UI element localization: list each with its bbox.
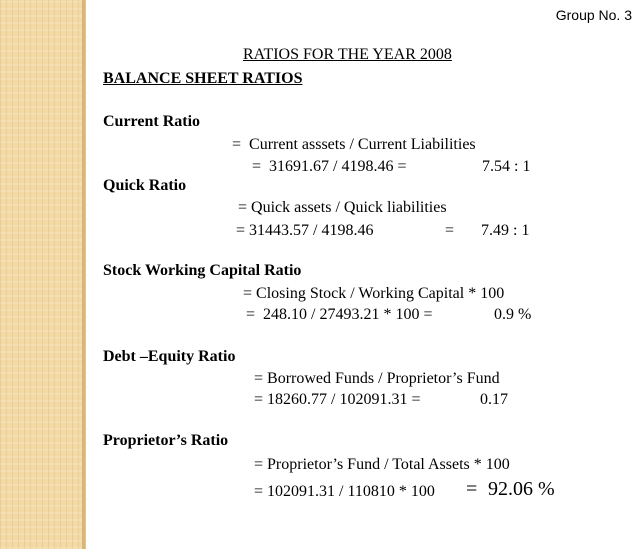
ratio-formula-stock-working-capital: = Closing Stock / Working Capital * 100 <box>243 285 505 302</box>
ratio-result-current: 7.54 : 1 <box>482 158 531 175</box>
ratio-formula-current: = Current asssets / Current Liabilities <box>232 136 476 153</box>
decorative-left-strip <box>0 0 82 549</box>
ratio-formula-quick: = Quick assets / Quick liabilities <box>238 199 447 216</box>
ratio-equals-quick: = <box>445 222 455 239</box>
ratio-result-quick: 7.49 : 1 <box>481 222 530 239</box>
ratio-name-current: Current Ratio <box>103 113 201 130</box>
group-label: Group No. 3 <box>555 7 632 23</box>
ratio-calculation-stock-working-capital: = 248.10 / 27493.21 * 100 = <box>246 306 433 323</box>
section-heading: BALANCE SHEET RATIOS <box>103 70 303 87</box>
ratio-formula-debt-equity: = Borrowed Funds / Proprietor’s Fund <box>254 370 500 387</box>
ratio-result-stock-working-capital: 0.9 % <box>494 306 532 323</box>
ratio-name-quick: Quick Ratio <box>103 177 187 194</box>
ratio-calculation-proprietors: = 102091.31 / 110810 * 100 <box>254 483 435 500</box>
ratio-equals-proprietors: = <box>466 478 478 500</box>
page-title: RATIOS FOR THE YEAR 2008 <box>243 46 452 63</box>
ratio-calculation-quick: = 31443.57 / 4198.46 <box>236 222 374 239</box>
ratio-name-debt-equity: Debt –Equity Ratio <box>103 348 236 365</box>
ratio-calculation-current: = 31691.67 / 4198.46 = <box>252 158 407 175</box>
ratio-name-stock-working-capital: Stock Working Capital Ratio <box>103 262 302 279</box>
ratio-result-proprietors: 92.06 % <box>488 478 555 500</box>
ratio-calculation-debt-equity: = 18260.77 / 102091.31 = <box>254 391 421 408</box>
ratio-result-debt-equity: 0.17 <box>480 391 508 408</box>
ratio-name-proprietors: Proprietor’s Ratio <box>103 432 229 449</box>
ratio-formula-proprietors: = Proprietor’s Fund / Total Assets * 100 <box>254 456 510 473</box>
